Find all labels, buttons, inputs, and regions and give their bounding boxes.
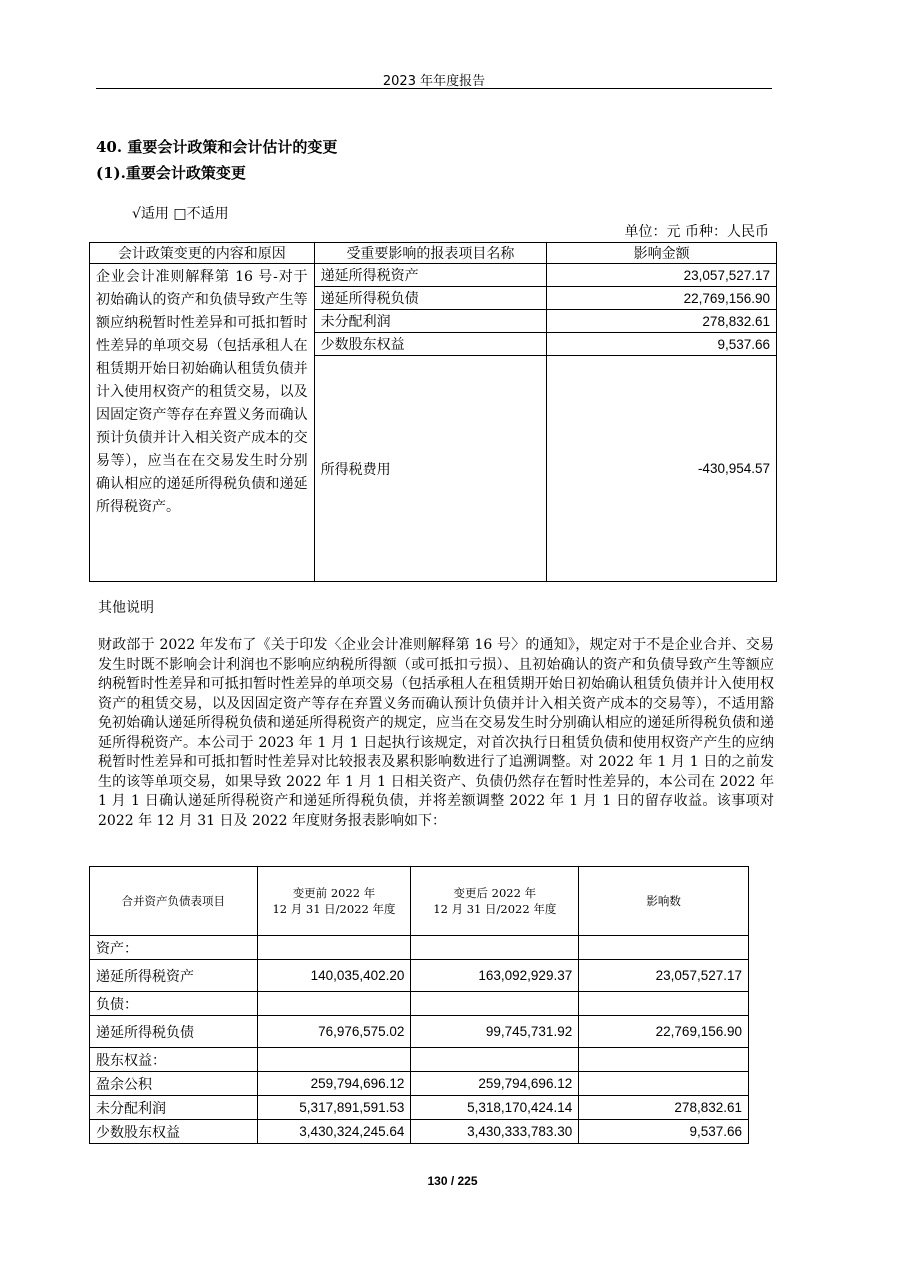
amount-cell: 22,769,156.90	[547, 287, 777, 310]
table-row	[90, 1016, 749, 1048]
table-row	[90, 1048, 749, 1072]
header-cell: 变更后 2022 年 12 月 31 日/2022 年度	[411, 867, 579, 936]
after-cell: 3,430,333,783.30	[411, 1120, 579, 1144]
policy-change-table	[89, 242, 777, 582]
other-notes-paragraph: 财政部于 2022 年发布了《关于印发〈企业会计准则解释第 16 号〉的通知》，规定对于不是企业合并、交易发生时既不影响会计利润也不影响应纳税所得额（或可抵扣亏损）、且初始确认的资产和负债导致产生等额应纳税暂时性差异和可抵扣暂时性差异的单项交易（包括承租人在租赁期开始日初始确认租赁负债并计入使用权资产的租赁交易，以及因固定资产等存在弃置义务而确认预计负债并计入相关资产成本的交易等），不适用豁免初始确认递延所得税负债和递延所得税资产的规定，应当在交易发生时分别确认相应的递延所得税负债和递延所得税资产。本公司于 2023 年 1 月 1 日起执行该规定，对首次执行日租赁负债和使用权资产产生的应纳税暂时性差异和可抵扣暂时性差异对比较报表及累积影响数进行了追溯调整。对 2022 年 1 月 1 日的之前发生的该等单项交易，如果导致 2022 年 1 月 1 日相关资产、负债仍然存在暂时性差异的，本公司在 2022 年 1 月 1 日确认递延所得税资产和递延所得税负债，并将差额调整 2022 年 1 月 1 日的留存收益。该事项对 2022 年 12 月 31 日及 2022 年度财务报表影响如下：	[98, 637, 774, 829]
policy-description: 企业会计准则解释第 16 号-对于初始确认的资产和负债导致产生等额应纳税暂时性差异和可抵扣暂时性差异的单项交易（包括承租人在租赁期开始日初始确认租赁负债并计入使用权资产的租赁交易，以及因固定资产等存在弃置义务而确认预计负债并计入相关资产成本的交易等），应当在在交易发生时分别确认相应的递延所得税负债和递延所得税资产。	[90, 264, 315, 582]
item-cell: 递延所得税负债	[314, 287, 547, 310]
before-cell	[257, 1048, 411, 1072]
impact-table	[89, 866, 749, 1144]
other-notes-label: 其他说明	[98, 600, 154, 616]
table-row	[90, 264, 777, 287]
section-subtitle: (1).重要会计政策变更	[96, 164, 246, 182]
item-cell: 少数股东权益	[314, 333, 547, 356]
item-cell: 未分配利润	[90, 1096, 258, 1120]
unit-label: 单位：元 币种：人民币	[624, 224, 769, 240]
header-cell: 会计政策变更的内容和原因	[90, 243, 315, 264]
impact-cell	[579, 1048, 749, 1072]
item-cell: 资产：	[90, 936, 258, 960]
amount-cell: 23,057,527.17	[547, 264, 777, 287]
after-cell	[411, 992, 579, 1016]
table-row	[90, 960, 749, 992]
table-row	[90, 936, 749, 960]
impact-cell: 22,769,156.90	[579, 1016, 749, 1048]
after-cell: 99,745,731.92	[411, 1016, 579, 1048]
after-cell: 5,318,170,424.14	[411, 1096, 579, 1120]
item-cell: 股东权益：	[90, 1048, 258, 1072]
after-cell: 163,092,929.37	[411, 960, 579, 992]
before-cell: 76,976,575.02	[257, 1016, 411, 1048]
before-cell	[257, 992, 411, 1016]
item-cell: 负债：	[90, 992, 258, 1016]
after-cell	[411, 936, 579, 960]
table-row	[90, 1072, 749, 1096]
amount-cell: -430,954.57	[547, 356, 777, 582]
table-row	[90, 992, 749, 1016]
impact-cell: 278,832.61	[579, 1096, 749, 1120]
before-cell: 5,317,891,591.53	[257, 1096, 411, 1120]
header-cell: 变更前 2022 年 12 月 31 日/2022 年度	[257, 867, 411, 936]
table-header-row	[90, 867, 749, 936]
item-cell: 所得税费用	[314, 356, 547, 582]
header-cell: 影响数	[579, 867, 749, 936]
amount-cell: 278,832.61	[547, 310, 777, 333]
table-row	[90, 1120, 749, 1144]
amount-cell: 9,537.66	[547, 333, 777, 356]
before-cell: 3,430,324,245.64	[257, 1120, 411, 1144]
header-cell: 影响金额	[547, 243, 777, 264]
table-row	[90, 1096, 749, 1120]
section-title: 40. 重要会计政策和会计估计的变更	[96, 138, 338, 156]
header-divider	[96, 88, 772, 89]
header-cell: 合并资产负债表项目	[90, 867, 258, 936]
applicable-checkbox-text: √适用 □不适用	[132, 206, 229, 222]
item-cell: 递延所得税负债	[90, 1016, 258, 1048]
after-cell	[411, 1048, 579, 1072]
impact-cell	[579, 936, 749, 960]
item-cell: 盈余公积	[90, 1072, 258, 1096]
page-number: 130 / 225	[427, 1174, 478, 1188]
impact-cell: 9,537.66	[579, 1120, 749, 1144]
before-cell	[257, 936, 411, 960]
item-cell: 递延所得税资产	[90, 960, 258, 992]
item-cell: 递延所得税资产	[314, 264, 547, 287]
impact-cell	[579, 1072, 749, 1096]
header-cell: 受重要影响的报表项目名称	[314, 243, 547, 264]
item-cell: 少数股东权益	[90, 1120, 258, 1144]
page-header: 2023 年年度报告	[382, 74, 486, 89]
impact-cell	[579, 992, 749, 1016]
after-cell: 259,794,696.12	[411, 1072, 579, 1096]
item-cell: 未分配利润	[314, 310, 547, 333]
impact-cell: 23,057,527.17	[579, 960, 749, 992]
before-cell: 259,794,696.12	[257, 1072, 411, 1096]
before-cell: 140,035,402.20	[257, 960, 411, 992]
table-header-row	[90, 243, 777, 264]
